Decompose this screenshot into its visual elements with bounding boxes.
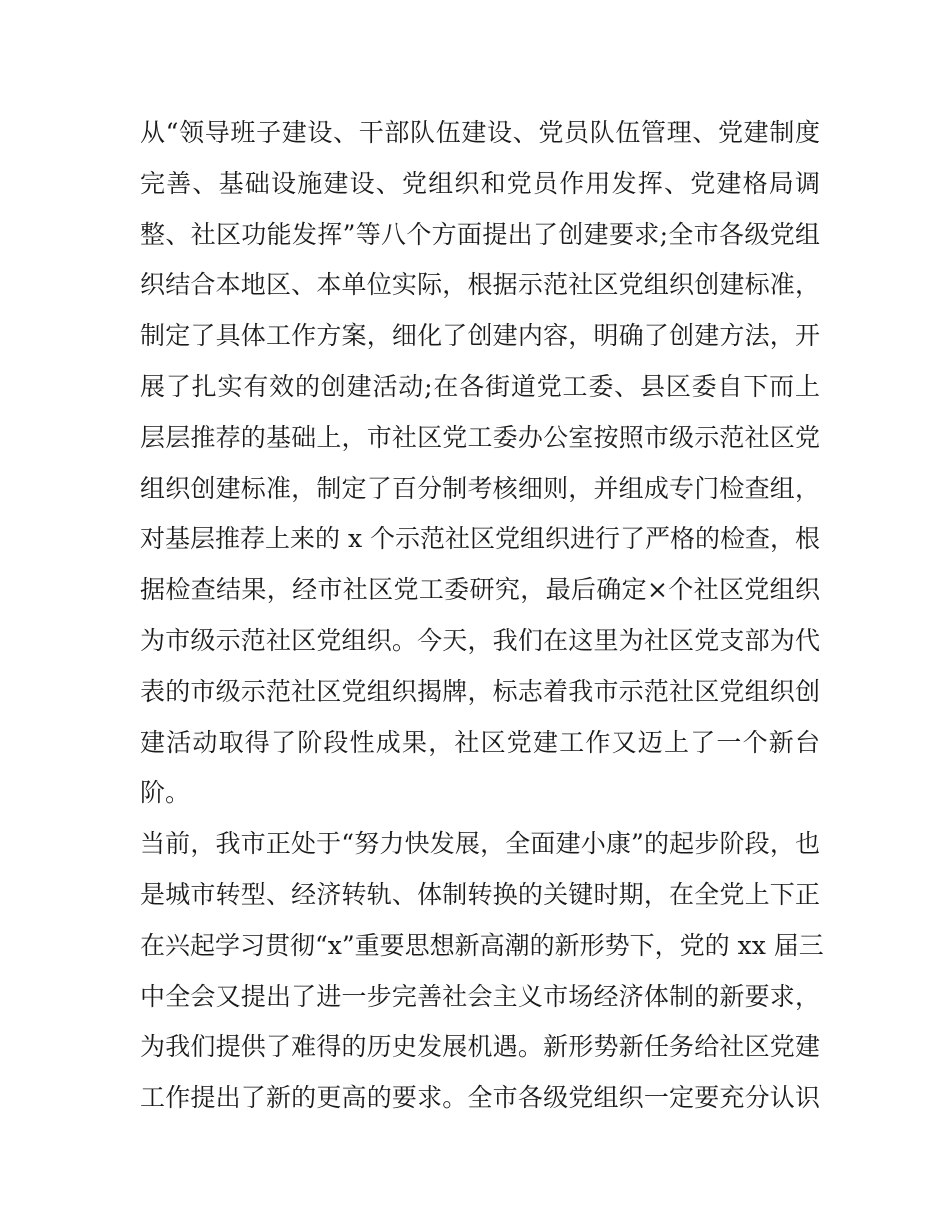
- text-line: 组织创建标准，制定了百分制考核细则，并组成专门检查组，: [140, 473, 820, 503]
- text-line: 对基层推荐上来的 x 个示范社区党组织进行了严格的检查，根: [140, 524, 820, 554]
- text-line: 阶。: [140, 778, 191, 808]
- text-line: 织结合本地区、本单位实际，根据示范社区党组织创建标准，: [140, 270, 820, 300]
- text-line: 为我们提供了难得的历史发展机遇。新形势新任务给社区党建: [140, 1032, 820, 1062]
- text-line: 完善、基础设施建设、党组织和党员作用发挥、党建格局调: [140, 168, 820, 198]
- text-line: 当前，我市正处于“努力快发展，全面建小康”的起步阶段，也: [140, 829, 820, 859]
- text-line: 中全会又提出了进一步完善社会主义市场经济体制的新要求，: [140, 981, 820, 1011]
- text-line: 在兴起学习贯彻“x”重要思想新高潮的新形势下，党的 xx 届三: [140, 930, 824, 960]
- text-line: 制定了具体工作方案，细化了创建内容，明确了创建方法，开: [140, 321, 820, 351]
- document-body: [140, 108, 824, 1124]
- text-line: 是城市转型、经济转轨、体制转换的关键时期，在全党上下正: [140, 879, 820, 909]
- text-line: 工作提出了新的更高的要求。全市各级党组织一定要充分认识: [140, 1083, 820, 1113]
- text-line: 表的市级示范社区党组织揭牌，标志着我市示范社区党组织创: [140, 676, 820, 706]
- text-line: 建活动取得了阶段性成果，社区党建工作又迈上了一个新台: [140, 727, 820, 757]
- text-line: 层层推荐的基础上，市社区党工委办公室按照市级示范社区党: [140, 422, 820, 452]
- text-line: 从“领导班子建设、干部队伍建设、党员队伍管理、党建制度: [140, 118, 820, 147]
- text-line: 整、社区功能发挥”等八个方面提出了创建要求;全市各级党组: [140, 219, 820, 249]
- text-line: 为市级示范社区党组织。今天，我们在这里为社区党支部为代: [140, 625, 820, 655]
- text-line: 展了扎实有效的创建活动;在各街道党工委、县区委自下而上: [140, 371, 820, 401]
- text-line: 据检查结果，经市社区党工委研究，最后确定×个社区党组织: [140, 575, 820, 605]
